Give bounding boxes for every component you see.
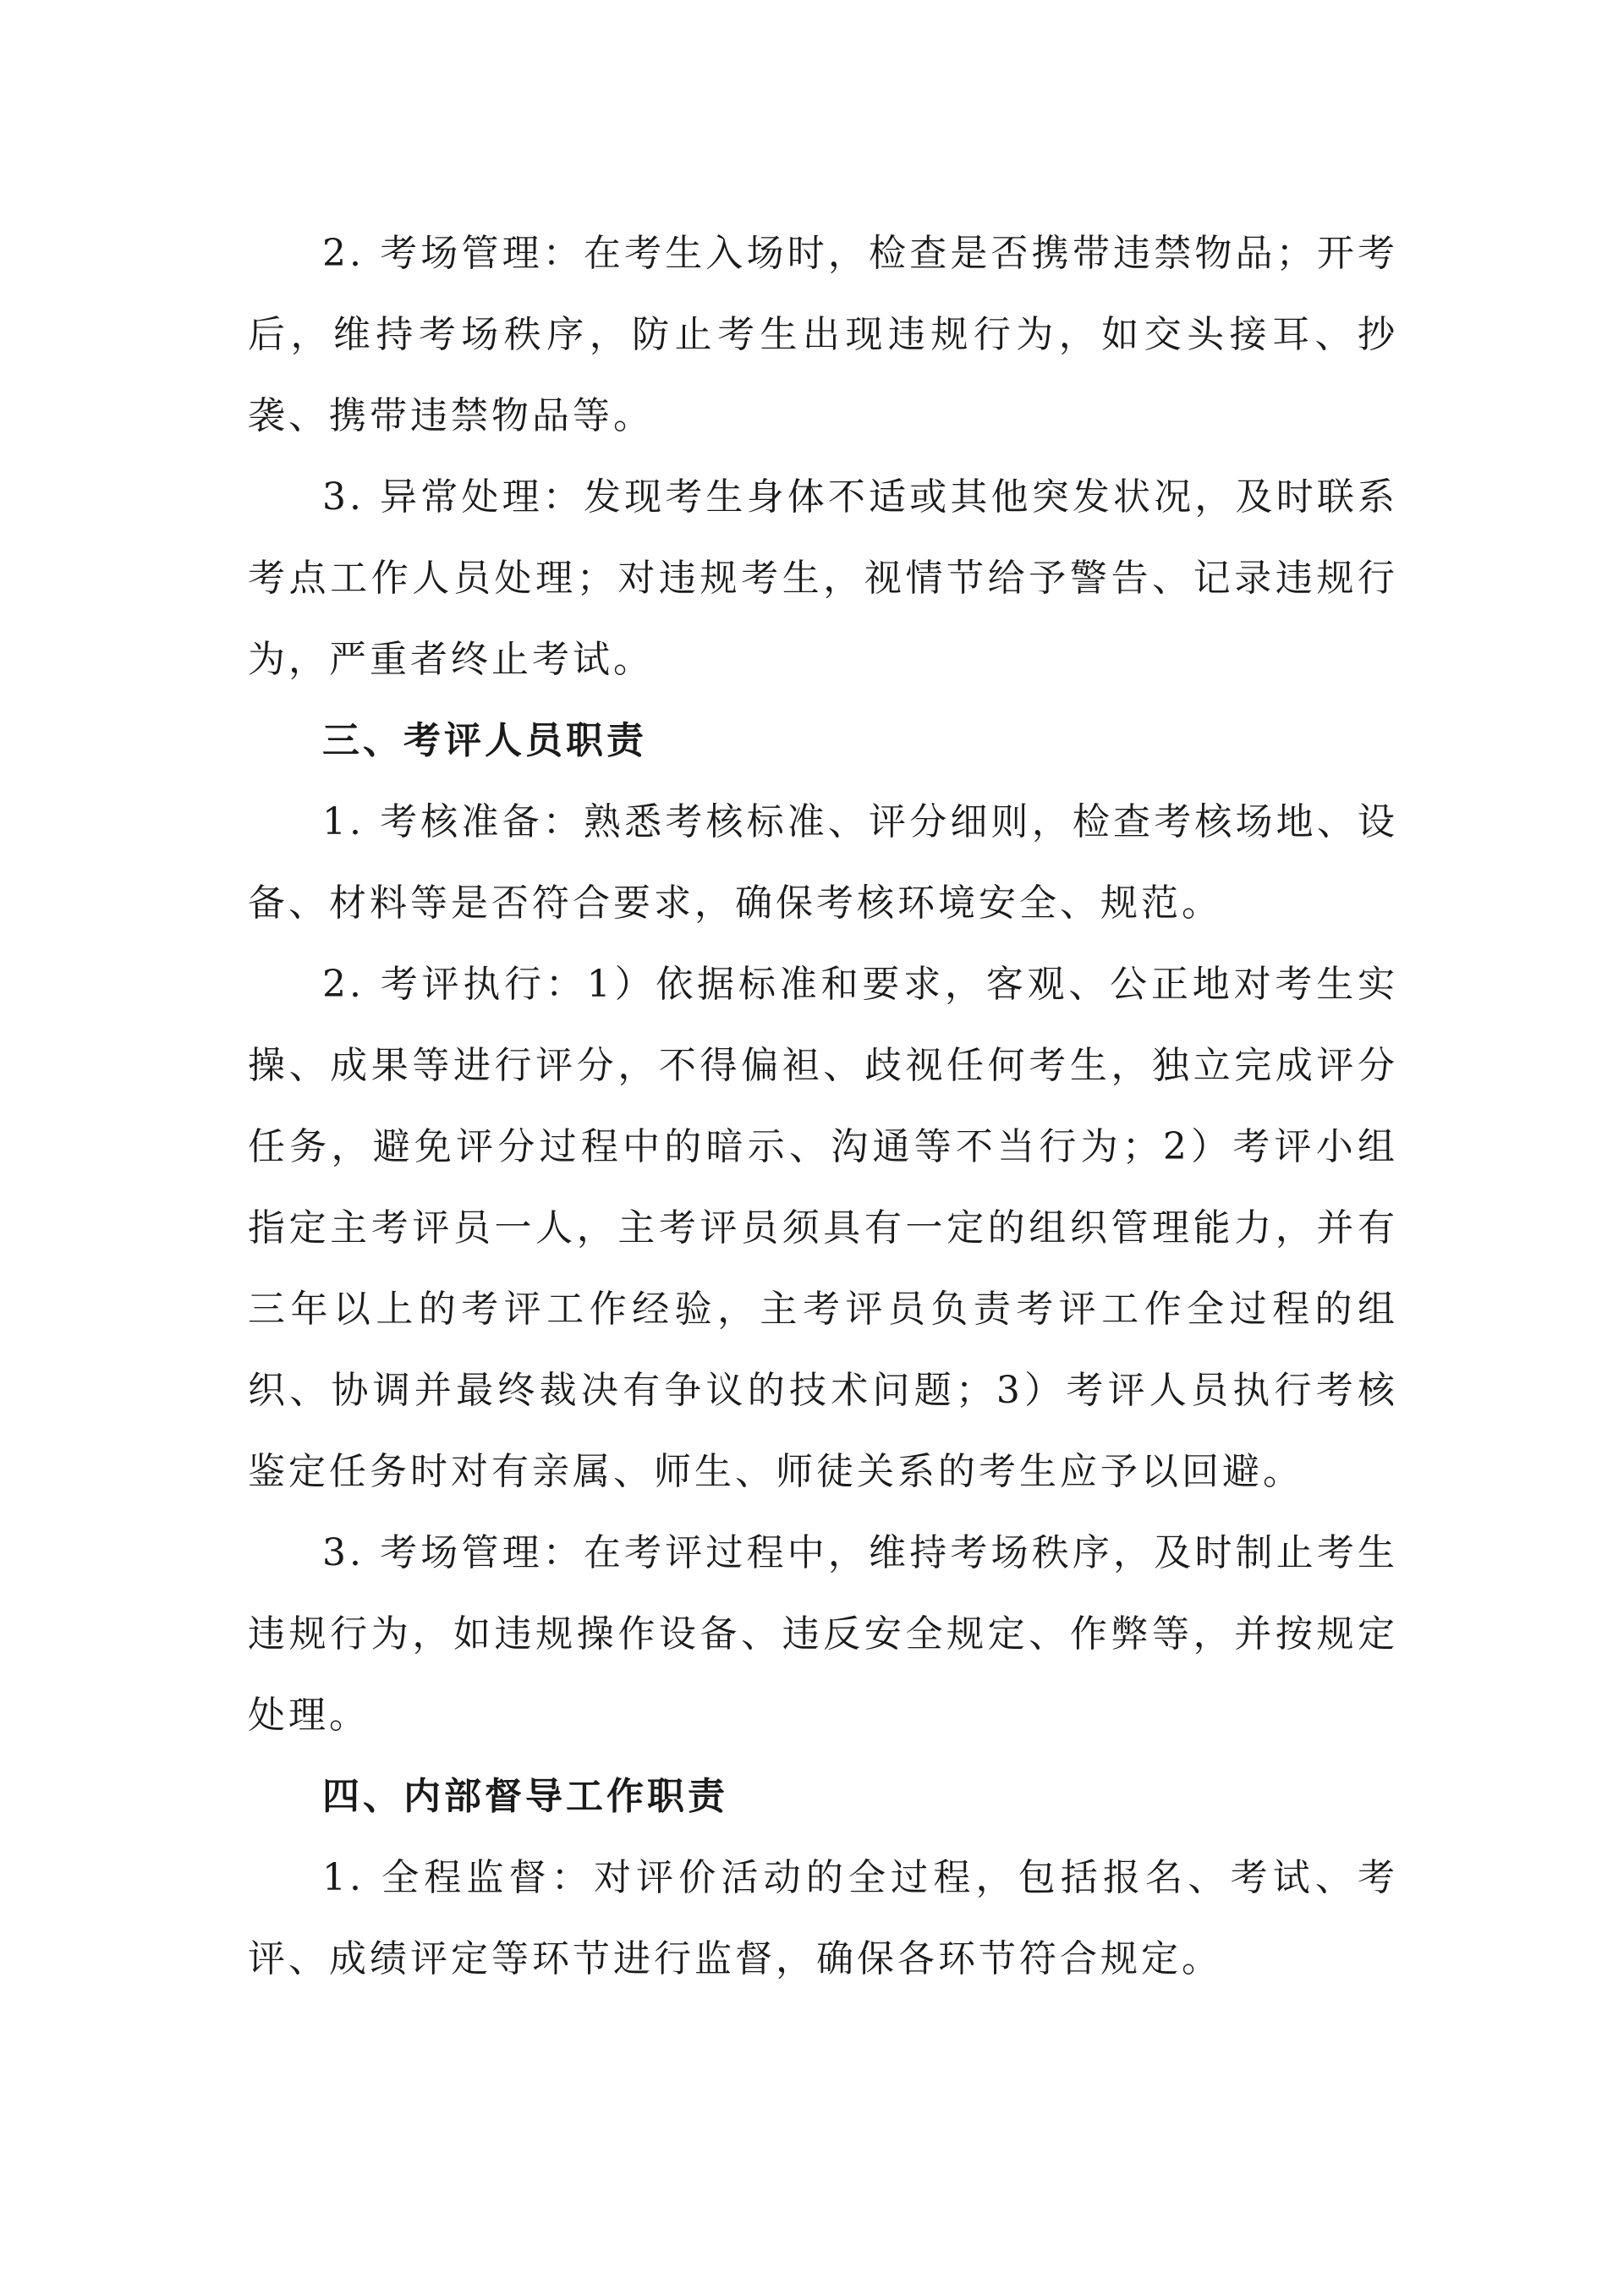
section-heading-internal-supervision: 四、内部督导工作职责	[322, 1775, 728, 1818]
section-heading-examiner-duties: 三、考评人员职责	[322, 719, 647, 762]
paragraph-full-process-supervision: 1. 全程监督：对评价活动的全过程，包括报名、考试、考评、成绩评定等环节进行监督，确保各环节符合规定。	[248, 1856, 1398, 1980]
document-body	[248, 213, 1398, 2000]
paragraph-assessment-preparation: 1. 考核准备：熟悉考核标准、评分细则，检查考核场地、设备、材料等是否符合要求，确保考核环境安全、规范。	[248, 800, 1398, 925]
paragraph-abnormal-handling: 3. 异常处理：发现考生身体不适或其他突发状况，及时联系考点工作人员处理；对违规考生，视情节给予警告、记录违规行为，严重者终止考试。	[248, 475, 1398, 681]
paragraph-assessment-room-management: 3. 考场管理：在考评过程中，维持考场秩序，及时制止考生违规行为，如违规操作设备、违反安全规定、作弊等，并按规定处理。	[248, 1531, 1398, 1737]
paragraph-exam-room-management: 2. 考场管理：在考生入场时，检查是否携带违禁物品；开考后，维持考场秩序，防止考生出现违规行为，如交头接耳、抄袭、携带违禁物品等。	[248, 232, 1398, 437]
paragraph-assessment-execution: 2. 考评执行：1）依据标准和要求，客观、公正地对考生实操、成果等进行评分，不得偏袒、歧视任何考生，独立完成评分任务，避免评分过程中的暗示、沟通等不当行为；2）考评小组指定主考评员一人，主考评员须具有一定的组织管理能力，并有三年以上的考评工作经验，主考评员负责考评工作全过程的组织、协调并最终裁决有争议的技术问题；3）考评人员执行考核鉴定任务时对有亲属、师生、师徒关系的考生应予以回避。	[248, 963, 1398, 1493]
